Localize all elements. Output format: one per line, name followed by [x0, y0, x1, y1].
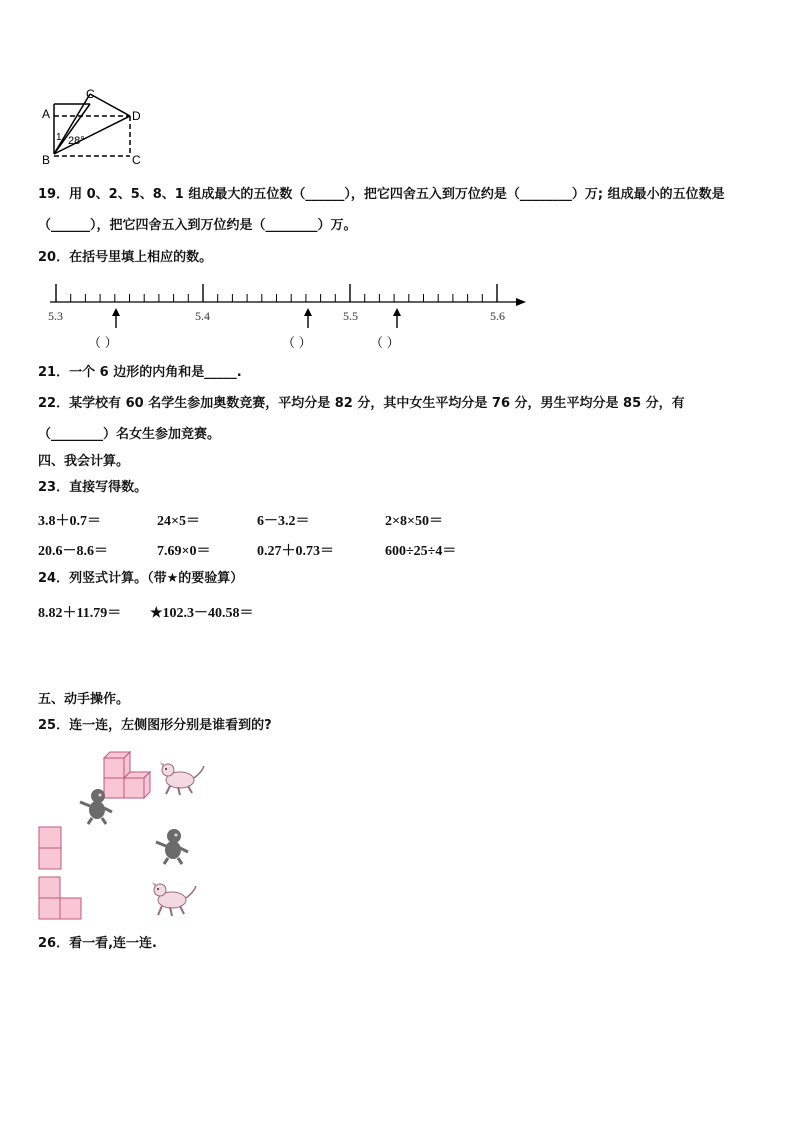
answer-paren-3: （ ） [370, 335, 400, 350]
label-d: D [132, 109, 141, 123]
label-angle-1: 1 [56, 132, 62, 143]
calc-item: 0.27＋0.73＝ [257, 544, 334, 559]
dog-icon [150, 880, 200, 920]
tick-label-5-3: 5.3 [48, 309, 63, 323]
calc-item: 600÷25÷4＝ [385, 544, 457, 559]
view-two-stacked-squares [38, 826, 64, 872]
side-cd [90, 94, 130, 116]
monkey-icon [152, 826, 192, 866]
cube-front-face [124, 778, 144, 798]
label-angle-28: 28° [68, 135, 85, 147]
section-5-heading: 五、动手操作。 [38, 692, 130, 707]
calc-item: 7.69×0＝ [157, 544, 211, 559]
q19-line2: （______），把它四舍五入到万位约是（________）万。 [38, 218, 357, 233]
cube-front-face [104, 758, 124, 778]
answer-paren-1: （ ） [88, 335, 118, 350]
tick-label-5-4: 5.4 [195, 309, 210, 323]
up-arrow-3 [393, 308, 401, 328]
q19-line1: 19．用 0、2、5、8、1 组成最大的五位数（______），把它四舍五入到万位约是（________）万; 组成最小的五位数是 [38, 187, 725, 202]
q21-text: 21．一个 6 边形的内角和是_____. [38, 365, 242, 380]
calc-item: 6－3.2＝ [257, 514, 310, 529]
dog-icon [158, 760, 208, 798]
q24-text: 24．列竖式计算。（带★的要验算） [38, 571, 244, 586]
calc-item: 24×5＝ [157, 514, 200, 529]
up-arrow-2 [304, 308, 312, 328]
q23-text: 23．直接写得数。 [38, 480, 148, 495]
answer-paren-2: （ ） [282, 335, 312, 350]
monkey-icon [76, 786, 116, 826]
vertical-calc-item: 8.82＋11.79＝ [38, 606, 122, 621]
q25-text: 25．连一连，左侧图形分别是谁看到的? [38, 718, 272, 733]
label-b: B [42, 153, 51, 167]
calc-item: 2×8×50＝ [385, 514, 443, 529]
view-l-shape [38, 876, 84, 922]
calc-item: 20.6－8.6＝ [38, 544, 108, 559]
up-arrow-1 [112, 308, 120, 328]
tick-label-5-6: 5.6 [490, 309, 505, 323]
label-a: A [42, 107, 51, 121]
label-c-bottom: C [132, 153, 141, 167]
number-line-ticks [56, 284, 497, 302]
number-line-arrowhead [516, 298, 526, 306]
q26-text: 26．看一看,连一连. [38, 936, 157, 951]
q20-text: 20．在括号里填上相应的数。 [38, 250, 213, 265]
section-4-heading: 四、我会计算。 [38, 454, 130, 469]
vertical-calc-item: ★102.3－40.58＝ [150, 606, 254, 621]
geometry-figure [38, 84, 148, 168]
q22-line1: 22．某学校有 60 名学生参加奥数竞赛，平均分是 82 分，其中女生平均分是 76 分，男生平均分是 85 分，有 [38, 396, 685, 411]
calc-item: 3.8＋0.7＝ [38, 514, 101, 529]
q22-line2: （________）名女生参加竞赛。 [38, 427, 221, 442]
number-line [40, 280, 540, 354]
tick-label-5-5: 5.5 [343, 309, 358, 323]
label-c-top: C [86, 87, 95, 101]
